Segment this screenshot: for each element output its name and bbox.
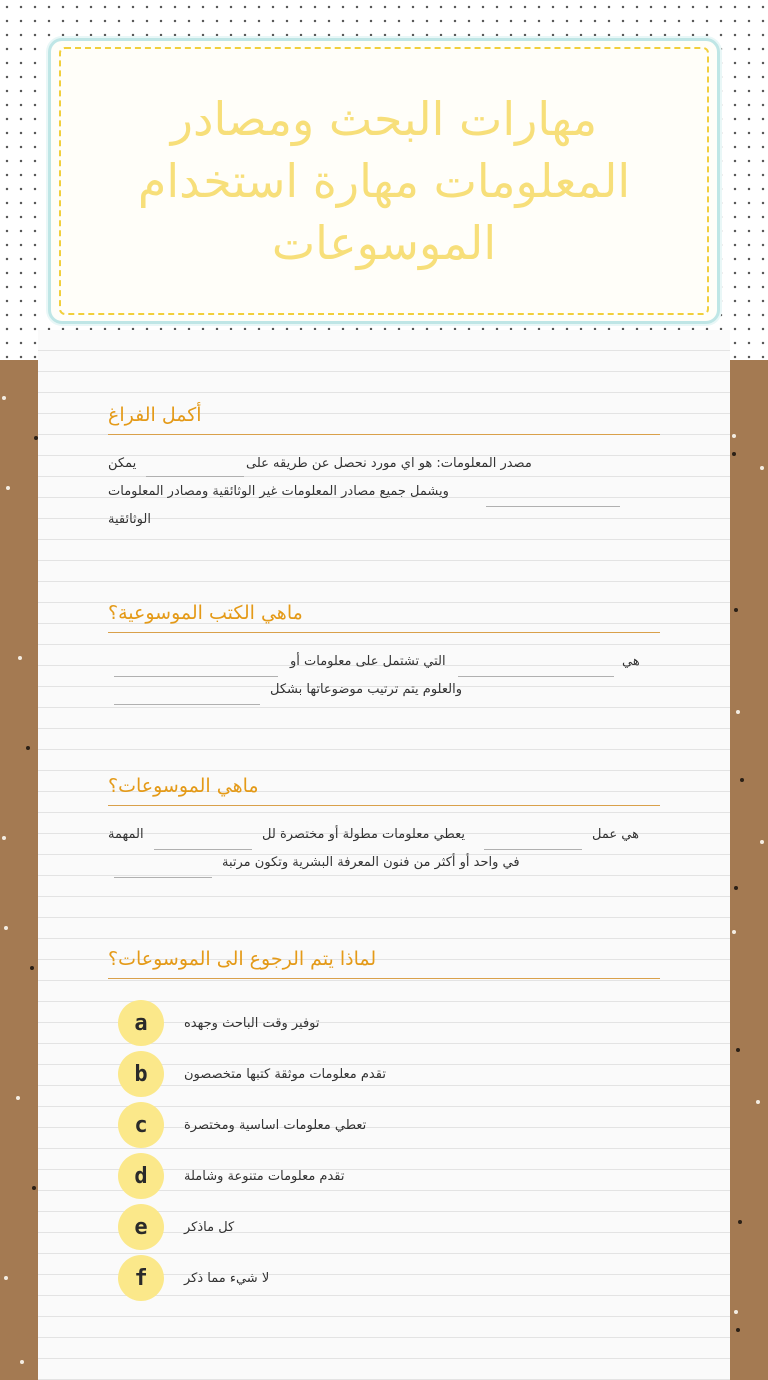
option-letter-badge: a: [118, 1000, 164, 1046]
option-label: تقدم معلومات متنوعة وشاملة: [184, 1168, 345, 1184]
books-text-2: التي تشتمل على معلومات أو: [290, 654, 446, 669]
option-letter-badge: d: [118, 1153, 164, 1199]
option-letter-badge: b: [118, 1051, 164, 1097]
section-title: ماهي الموسوعات؟: [108, 771, 660, 806]
section-encyclopedias: [108, 771, 660, 806]
blank-input[interactable]: [114, 704, 260, 705]
section-title: أكمل الفراغ: [108, 400, 660, 435]
option-label: تعطي معلومات اساسية ومختصرة: [184, 1117, 367, 1133]
option-d[interactable]: [118, 1153, 518, 1199]
blank-input[interactable]: [114, 676, 278, 677]
title-card: [48, 38, 720, 324]
encyclopedia-text-4: في واحد أو أكثر من فنون المعرفة البشرية وتكون مرتبة: [222, 855, 520, 870]
option-c[interactable]: [118, 1102, 518, 1148]
page-title: مهارات البحث ومصادر المعلومات مهارة استخدام الموسوعات: [137, 92, 631, 270]
section-encyclopedic-books: [108, 598, 660, 633]
option-b[interactable]: [118, 1051, 518, 1097]
blank-input[interactable]: [154, 849, 252, 850]
section-why-refer: [108, 944, 660, 979]
blank-input[interactable]: [146, 476, 244, 477]
cork-border-left: [0, 360, 38, 1380]
option-letter-badge: c: [118, 1102, 164, 1148]
blank-input[interactable]: [458, 676, 614, 677]
encyclopedia-text-2: يعطي معلومات مطولة أو مختصرة لل: [262, 827, 465, 842]
blank-input[interactable]: [484, 849, 582, 850]
option-letter-badge: e: [118, 1204, 164, 1250]
option-e[interactable]: [118, 1204, 518, 1250]
encyclopedia-text-3: المهمة: [108, 827, 144, 842]
option-label: لا شيء مما ذكر: [184, 1270, 270, 1286]
books-text-1: هي: [622, 654, 640, 669]
option-a[interactable]: [118, 1000, 518, 1046]
fill-blank-text-4: الوثائقية: [108, 512, 151, 527]
option-label: توفير وقت الباحث وجهده: [184, 1015, 320, 1031]
fill-blank-text-3: ويشمل جميع مصادر المعلومات غير الوثائقية ومصادر المعلومات: [108, 484, 449, 499]
section-fill-blank: [108, 400, 660, 435]
fill-blank-text-1: مصدر المعلومات: هو اي مورد نحصل عن طريقه على: [246, 456, 532, 471]
encyclopedia-text-1: هي عمل: [592, 827, 639, 842]
section-title: لماذا يتم الرجوع الى الموسوعات؟: [108, 944, 660, 979]
cork-border-right: [730, 360, 768, 1380]
option-f[interactable]: [118, 1255, 518, 1301]
option-label: كل ماذكر: [184, 1219, 235, 1235]
blank-input[interactable]: [486, 506, 620, 507]
option-letter-badge: f: [118, 1255, 164, 1301]
fill-blank-text-2: يمكن: [108, 456, 137, 471]
books-text-3: والعلوم يتم ترتيب موضوعاتها بشكل: [270, 682, 462, 697]
blank-input[interactable]: [114, 877, 212, 878]
option-label: تقدم معلومات موثقة كتبها متخصصون: [184, 1066, 386, 1082]
title-card-border: [59, 47, 709, 315]
section-title: ماهي الكتب الموسوعية؟: [108, 598, 660, 633]
